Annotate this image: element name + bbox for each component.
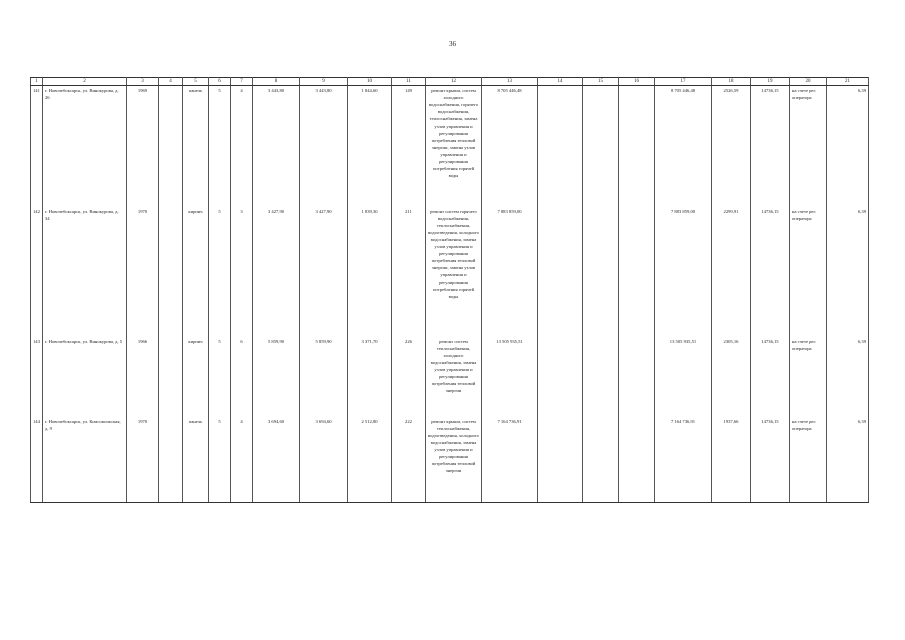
limit-cost-cell: 14736,15: [751, 207, 790, 337]
unit-cost-cell: 2526,59: [712, 86, 751, 207]
cell-col-16: [619, 86, 655, 207]
unit-cost-cell: 2299,91: [712, 207, 751, 337]
row-number: 143: [31, 337, 43, 417]
cell-col-15: [583, 337, 619, 417]
funding-method-cell: на счете рег. оператора: [790, 417, 827, 503]
column-number: 12: [426, 78, 482, 86]
residents-cell: 211: [392, 207, 426, 337]
wall-material-cell: кирпич: [183, 207, 209, 337]
address-cell: г. Новочебоксарск, ул. Винокурова, д. 26: [43, 86, 127, 207]
cell-col-14: [538, 417, 583, 503]
works-cell: ремонт крыши, систем теплоснабжения, водоотведения, холодного водоснабжения, замена узлов управления и регулирования потребления тепловой энергии: [426, 417, 482, 503]
floors-cell: 5: [209, 86, 231, 207]
year-cell: 1970: [127, 207, 159, 337]
floors-cell: 5: [209, 417, 231, 503]
area-cell: 3 694,60: [300, 417, 348, 503]
residential-area-cell: 1 839,30: [348, 207, 392, 337]
own-funds-cell: 8 705 446,48: [655, 86, 712, 207]
column-number: 21: [827, 78, 869, 86]
cell-col-4: [159, 417, 183, 503]
funding-method-cell: на счете рег. оператора: [790, 86, 827, 207]
total-cost-cell: 13 505 935,51: [482, 337, 538, 417]
funding-method-cell: на счете рег. оператора: [790, 207, 827, 337]
column-number: 20: [790, 78, 827, 86]
own-funds-cell: 7 164 736,91: [655, 417, 712, 503]
column-number: 5: [183, 78, 209, 86]
residents-cell: 149: [392, 86, 426, 207]
cell-col-4: [159, 337, 183, 417]
entrances-cell: 4: [231, 86, 253, 207]
area-cell: 3 443,80: [300, 86, 348, 207]
residents-cell: 222: [392, 417, 426, 503]
column-number: 4: [159, 78, 183, 86]
own-funds-cell: 7 883 859,00: [655, 207, 712, 337]
column-number: 14: [538, 78, 583, 86]
column-number: 11: [392, 78, 426, 86]
total-area-cell: 5 859,90: [253, 337, 300, 417]
year-cell: 1970: [127, 417, 159, 503]
address-cell: г. Новочебоксарск, ул. Винокурова, д. 5: [43, 337, 127, 417]
column-number: 18: [712, 78, 751, 86]
table-row: [31, 337, 869, 417]
cell-col-4: [159, 207, 183, 337]
cell-col-4: [159, 86, 183, 207]
column-number: 6: [209, 78, 231, 86]
column-number: 2: [43, 78, 127, 86]
cell-col-14: [538, 337, 583, 417]
wall-material-cell: панель: [183, 417, 209, 503]
wall-material-cell: кирпич: [183, 337, 209, 417]
cell-col-15: [583, 417, 619, 503]
unit-cost-cell: 2305,16: [712, 337, 751, 417]
cell-col-21: 6,39: [827, 86, 869, 207]
limit-cost-cell: 14736,15: [751, 417, 790, 503]
column-number: 8: [253, 78, 300, 86]
floors-cell: 5: [209, 207, 231, 337]
column-number: 17: [655, 78, 712, 86]
entrances-cell: 6: [231, 337, 253, 417]
page-number: 36: [449, 40, 456, 48]
cell-col-16: [619, 207, 655, 337]
entrances-cell: 3: [231, 207, 253, 337]
wall-material-cell: панель: [183, 86, 209, 207]
unit-cost-cell: 1937,66: [712, 417, 751, 503]
limit-cost-cell: 14736,15: [751, 86, 790, 207]
row-number: 144: [31, 417, 43, 503]
cell-col-15: [583, 207, 619, 337]
column-number: 7: [231, 78, 253, 86]
area-cell: 3 427,90: [300, 207, 348, 337]
residential-area-cell: 3 371,70: [348, 337, 392, 417]
address-cell: г. Новочебоксарск, ул. Комсомольская, д. 9: [43, 417, 127, 503]
address-cell: г. Новочебоксарск, ул. Винокурова, д. 34: [43, 207, 127, 337]
column-number: 10: [348, 78, 392, 86]
residents-cell: 226: [392, 337, 426, 417]
year-cell: 1966: [127, 337, 159, 417]
column-number: 9: [300, 78, 348, 86]
entrances-cell: 4: [231, 417, 253, 503]
cell-col-14: [538, 86, 583, 207]
cell-col-14: [538, 207, 583, 337]
floors-cell: 5: [209, 337, 231, 417]
cell-col-16: [619, 417, 655, 503]
works-cell: ремонт систем теплоснабжения, холодного водоснабжения, замена узлов управления и регулирования потребления тепловой энергии: [426, 337, 482, 417]
column-number: 19: [751, 78, 790, 86]
cell-col-21: 6,39: [827, 417, 869, 503]
column-number: 16: [619, 78, 655, 86]
total-area-cell: 3 443,80: [253, 86, 300, 207]
column-number: 3: [127, 78, 159, 86]
limit-cost-cell: 14736,15: [751, 337, 790, 417]
total-area-cell: 3 427,90: [253, 207, 300, 337]
cell-col-16: [619, 337, 655, 417]
row-number: 142: [31, 207, 43, 337]
year-cell: 1969: [127, 86, 159, 207]
residential-area-cell: 2 512,80: [348, 417, 392, 503]
area-cell: 5 859,90: [300, 337, 348, 417]
column-number: 15: [583, 78, 619, 86]
cell-col-21: 6,39: [827, 207, 869, 337]
own-funds-cell: 13 505 935,51: [655, 337, 712, 417]
housing-repair-table: [30, 77, 869, 503]
total-cost-cell: 7 164 736,91: [482, 417, 538, 503]
residential-area-cell: 1 844,60: [348, 86, 392, 207]
column-number: 13: [482, 78, 538, 86]
column-number-row: [31, 78, 869, 86]
column-number: 1: [31, 78, 43, 86]
table-row: [31, 207, 869, 337]
total-cost-cell: 8 705 446,48: [482, 86, 538, 207]
row-number: 141: [31, 86, 43, 207]
table-row: [31, 86, 869, 207]
table-row: [31, 417, 869, 503]
works-cell: ремонт крыши, систем холодного водоснабжения, горячего водоснабжения, теплоснабжения, замена узлов управления и регулирования потребления тепловой энергии, замена узлов управления и регулирования потребления горячей воды: [426, 86, 482, 207]
cell-col-15: [583, 86, 619, 207]
total-area-cell: 3 694,60: [253, 417, 300, 503]
cell-col-21: 6,39: [827, 337, 869, 417]
funding-method-cell: на счете рег. оператора: [790, 337, 827, 417]
total-cost-cell: 7 883 859,00: [482, 207, 538, 337]
works-cell: ремонт систем горячего водоснабжения, теплоснабжения, водоотведения, холодного водоснабжения, замена узлов управления и регулирования потребления тепловой энергии, замена узлов управления и регулирования потребления горячей воды: [426, 207, 482, 337]
